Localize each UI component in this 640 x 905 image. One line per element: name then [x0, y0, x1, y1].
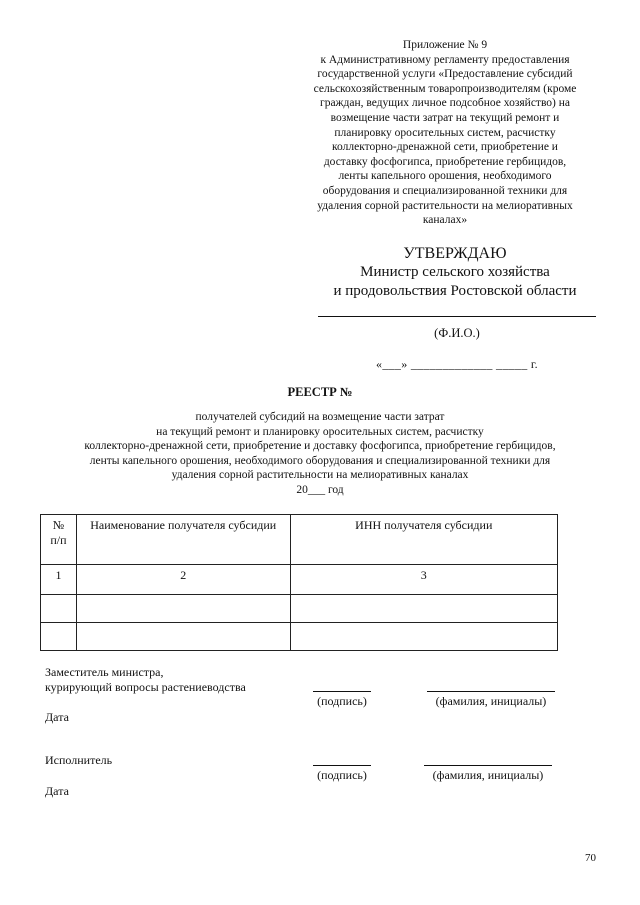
table-row — [41, 623, 558, 651]
appendix-line: каналах» — [422, 214, 468, 227]
appendix-line: планировку оросительных систем, расчистку — [334, 126, 556, 139]
registry-table — [40, 514, 558, 651]
registry-description-line: на текущий ремонт и планировку оросительных систем, расчистку — [156, 425, 484, 438]
table-cell — [76, 623, 290, 651]
appendix-line: возмещение части затрат на текущий ремонт и — [330, 111, 560, 124]
appendix-line: Приложение № 9 — [402, 39, 488, 51]
deputy-name-caption: (фамилия, инициалы) — [435, 694, 547, 708]
appendix-line: коллекторно-дренажной сети, приобретение и — [332, 141, 558, 154]
appendix-line: сельскохозяйственным товаропроизводителям (кроме — [313, 82, 577, 95]
registry-title: РЕЕСТР № — [287, 385, 353, 399]
deputy-title: Заместитель министра, курирующий вопросы растениеводства — [45, 665, 246, 694]
table-row — [41, 595, 558, 623]
approval-ministry: и продовольствия Ростовской области — [333, 283, 577, 299]
approval-heading: УТВЕРЖДАЮ — [403, 245, 507, 262]
registry-description-line: получателей субсидий на возмещение части затрат — [195, 411, 445, 423]
registry-description-line: коллекторно-дренажной сети, приобретение и доставку фосфогипса, приобретение гербицидов, — [84, 440, 556, 453]
appendix-line: государственной услуги «Предоставление субсидий — [317, 68, 573, 81]
appendix-line: доставку фосфогипса, приобретение гербицидов, — [323, 155, 567, 168]
approval-position: Министр сельского хозяйства — [360, 264, 550, 280]
appendix-line: удаления сорной растительности на мелиоративных — [317, 199, 573, 212]
header-cell-number: № п/п — [41, 515, 77, 565]
header-cell-inn: ИНН получателя субсидии — [290, 515, 557, 565]
executor-date-label: Дата — [45, 784, 69, 798]
table-cell — [41, 623, 77, 651]
executor-name-caption: (фамилия, инициалы) — [432, 768, 544, 782]
page-number: 70 — [585, 852, 596, 864]
deputy-name-line — [427, 691, 555, 692]
executor-name-line — [424, 765, 552, 766]
approval-signature-line — [318, 316, 596, 317]
table-column-numbers-row — [41, 565, 558, 595]
appendix-line: граждан, ведущих личное подсобное хозяйство) на — [319, 97, 571, 110]
table-cell — [290, 595, 557, 623]
deputy-signature-line — [313, 691, 371, 692]
table-cell — [41, 595, 77, 623]
appendix-line: оборудования и специализированной техники для — [322, 184, 568, 197]
appendix-line: к Административному регламенту предоставления — [320, 53, 570, 66]
header-cell-recipient-name: Наименование получателя субсидии — [76, 515, 290, 565]
column-number-cell: 3 — [290, 565, 557, 595]
approval-date-field: «___» _____________ _____ г. — [376, 357, 538, 371]
appendix-header — [285, 38, 605, 228]
column-number-cell: 2 — [76, 565, 290, 595]
registry-description-line: ленты капельного орошения, необходимого оборудования и специализированной техники для — [89, 454, 551, 467]
table-cell — [290, 623, 557, 651]
registry-description-line: удаления сорной растительности на мелиоративных каналах — [171, 469, 469, 482]
executor-signature-caption: (подпись) — [317, 768, 367, 782]
table-cell — [76, 595, 290, 623]
fio-caption: (Ф.И.О.) — [434, 326, 480, 340]
table-header-row — [41, 515, 558, 565]
registry-year: 20___ год — [296, 483, 344, 496]
deputy-signature-caption: (подпись) — [317, 694, 367, 708]
appendix-line: ленты капельного орошения, необходимого — [338, 170, 552, 183]
deputy-date-label: Дата — [45, 710, 69, 724]
executor-signature-line — [313, 765, 371, 766]
column-number-cell: 1 — [41, 565, 77, 595]
executor-label: Исполнитель — [45, 753, 113, 767]
registry-description — [40, 410, 600, 498]
approval-block — [290, 244, 620, 301]
